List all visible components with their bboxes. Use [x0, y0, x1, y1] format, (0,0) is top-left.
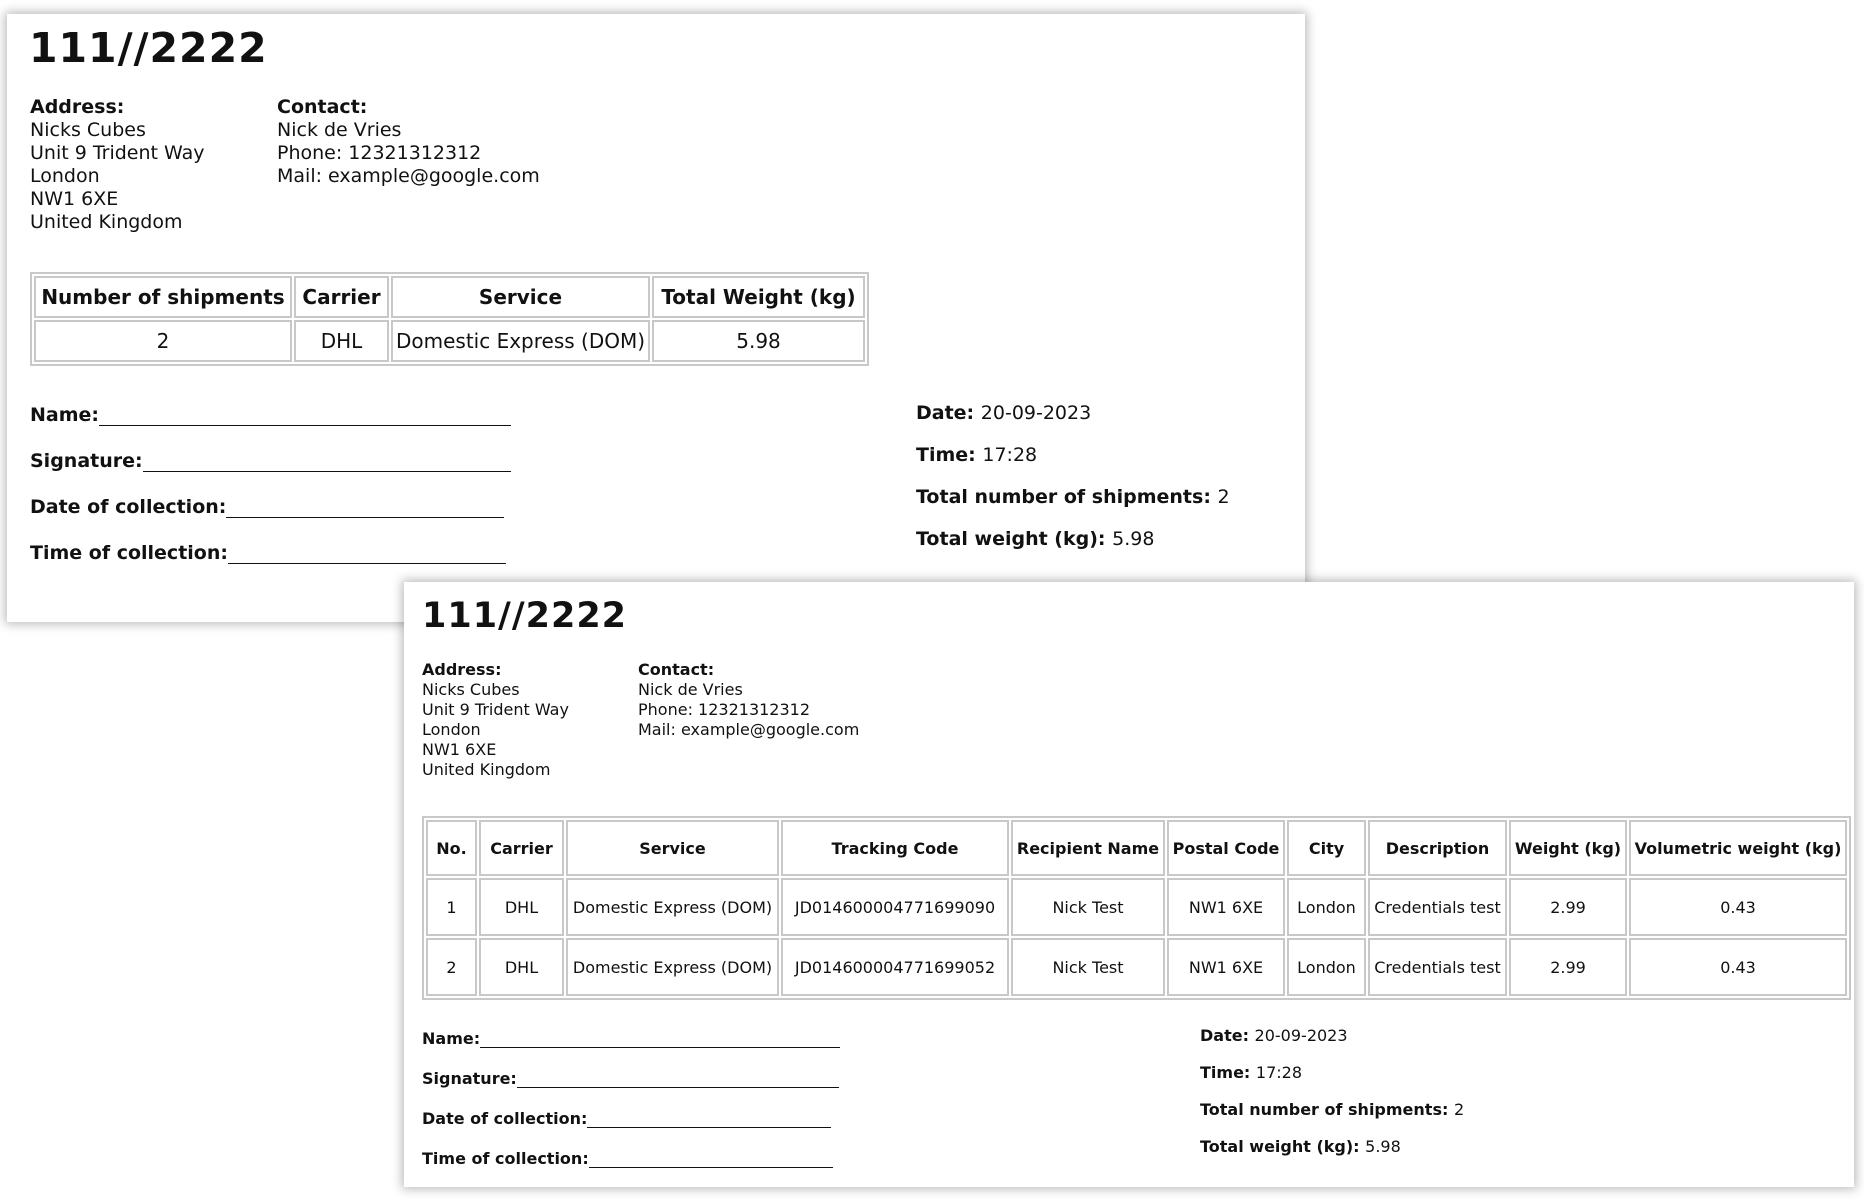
- date-of-collection-label: Date of collection:: [422, 1109, 588, 1128]
- name-field-label: Name:: [422, 1029, 481, 1048]
- column-header: Total Weight (kg): [652, 276, 865, 318]
- table-cell: 5.98: [652, 320, 865, 362]
- table-cell: Domestic Express (DOM): [566, 938, 779, 996]
- date-row: [1200, 1026, 1348, 1048]
- total-shipments-value: 2: [1453, 1100, 1465, 1119]
- table-cell: London: [1287, 938, 1366, 996]
- name-field[interactable]: [422, 1026, 840, 1048]
- shipments-summary-table: [30, 272, 869, 366]
- date-of-collection-field[interactable]: [422, 1106, 831, 1128]
- table-cell: DHL: [479, 878, 564, 936]
- table-cell: 2: [34, 320, 292, 362]
- total-shipments-row: [1200, 1100, 1464, 1122]
- name-field-line[interactable]: [99, 425, 511, 426]
- time-value: 17:28: [982, 444, 1038, 466]
- address-line: Nicks Cubes: [422, 680, 520, 699]
- contact-mail: Mail: example@google.com: [638, 720, 860, 739]
- column-header: City: [1287, 820, 1366, 876]
- table-cell: NW1 6XE: [1167, 938, 1285, 996]
- total-weight-label: Total weight (kg):: [916, 528, 1113, 550]
- signature-field-line[interactable]: [517, 1087, 839, 1088]
- column-header: Postal Code: [1167, 820, 1285, 876]
- table-cell: 2.99: [1509, 878, 1627, 936]
- date-label: Date:: [1200, 1026, 1255, 1045]
- signature-field[interactable]: [30, 448, 511, 472]
- address-line: NW1 6XE: [422, 740, 497, 759]
- column-header: Tracking Code: [781, 820, 1009, 876]
- time-label: Time:: [1200, 1063, 1256, 1082]
- contact-label: Contact:: [277, 96, 368, 118]
- contact-name: Nick de Vries: [638, 680, 743, 699]
- time-row: [1200, 1063, 1302, 1085]
- date-of-collection-line[interactable]: [226, 517, 504, 518]
- column-header: Weight (kg): [1509, 820, 1627, 876]
- column-header: Number of shipments: [34, 276, 292, 318]
- table-cell: Nick Test: [1011, 878, 1165, 936]
- table-cell: JD014600004771699090: [781, 878, 1009, 936]
- column-header: Description: [1368, 820, 1507, 876]
- table-cell: Credentials test: [1368, 878, 1507, 936]
- column-header: Carrier: [294, 276, 389, 318]
- time-of-collection-line[interactable]: [589, 1167, 833, 1168]
- address-block: [422, 660, 569, 780]
- time-of-collection-label: Time of collection:: [422, 1149, 589, 1168]
- time-row: [916, 444, 1037, 468]
- summary-sheet: [7, 14, 1305, 622]
- signature-field-label: Signature:: [422, 1069, 517, 1088]
- column-header: Volumetric weight (kg): [1629, 820, 1847, 876]
- table-header-row: [34, 276, 865, 318]
- time-of-collection-label: Time of collection:: [30, 542, 228, 564]
- column-header: Service: [391, 276, 650, 318]
- table-cell: DHL: [479, 938, 564, 996]
- time-of-collection-line[interactable]: [228, 563, 506, 564]
- time-of-collection-field[interactable]: [422, 1146, 833, 1168]
- address-line: Unit 9 Trident Way: [30, 142, 205, 164]
- table-cell: Domestic Express (DOM): [391, 320, 650, 362]
- name-field[interactable]: [30, 402, 511, 426]
- contact-phone: Phone: 12321312312: [277, 142, 482, 164]
- table-cell: Domestic Express (DOM): [566, 878, 779, 936]
- name-field-label: Name:: [30, 404, 100, 426]
- column-header: Carrier: [479, 820, 564, 876]
- table-cell: 2: [426, 938, 477, 996]
- total-shipments-label: Total number of shipments:: [916, 486, 1218, 508]
- contact-name: Nick de Vries: [277, 119, 402, 141]
- sheet-title: 111//2222: [29, 24, 268, 72]
- address-line: Unit 9 Trident Way: [422, 700, 569, 719]
- contact-label: Contact:: [638, 660, 715, 679]
- table-cell: 0.43: [1629, 878, 1847, 936]
- date-value: 20-09-2023: [1254, 1026, 1348, 1045]
- table-cell: JD014600004771699052: [781, 938, 1009, 996]
- table-row: [34, 320, 865, 362]
- time-label: Time:: [916, 444, 983, 466]
- table-cell: Credentials test: [1368, 938, 1507, 996]
- address-line: United Kingdom: [30, 211, 183, 233]
- address-label: Address:: [30, 96, 125, 118]
- contact-mail: Mail: example@google.com: [277, 165, 540, 187]
- date-of-collection-field[interactable]: [30, 494, 504, 518]
- date-label: Date:: [916, 402, 981, 424]
- table-row: [426, 938, 1847, 996]
- address-line: London: [422, 720, 481, 739]
- table-cell: DHL: [294, 320, 389, 362]
- address-line: NW1 6XE: [30, 188, 119, 210]
- sheet-title: 111//2222: [422, 596, 628, 636]
- contact-block: [277, 96, 540, 188]
- table-cell: NW1 6XE: [1167, 878, 1285, 936]
- total-shipments-row: [916, 486, 1230, 510]
- detail-sheet: [404, 582, 1854, 1187]
- date-row: [916, 402, 1091, 426]
- signature-field-line[interactable]: [143, 471, 511, 472]
- total-shipments-value: 2: [1217, 486, 1230, 508]
- total-shipments-label: Total number of shipments:: [1200, 1100, 1454, 1119]
- date-of-collection-label: Date of collection:: [30, 496, 227, 518]
- name-field-line[interactable]: [480, 1047, 840, 1048]
- table-header-row: [426, 820, 1847, 876]
- signature-field[interactable]: [422, 1066, 839, 1088]
- total-weight-label: Total weight (kg):: [1200, 1137, 1366, 1156]
- table-cell: 2.99: [1509, 938, 1627, 996]
- date-of-collection-line[interactable]: [587, 1127, 831, 1128]
- total-weight-row: [1200, 1137, 1401, 1159]
- time-of-collection-field[interactable]: [30, 540, 506, 564]
- column-header: Service: [566, 820, 779, 876]
- column-header: Recipient Name: [1011, 820, 1165, 876]
- table-cell: 0.43: [1629, 938, 1847, 996]
- total-weight-value: 5.98: [1112, 528, 1155, 550]
- shipments-detail-table: [422, 816, 1851, 1000]
- signature-field-label: Signature:: [30, 450, 143, 472]
- address-label: Address:: [422, 660, 502, 679]
- address-line: United Kingdom: [422, 760, 551, 779]
- table-cell: Nick Test: [1011, 938, 1165, 996]
- contact-block: [638, 660, 859, 740]
- total-weight-row: [916, 528, 1154, 552]
- table-cell: 1: [426, 878, 477, 936]
- date-value: 20-09-2023: [980, 402, 1092, 424]
- address-block: [30, 96, 205, 234]
- address-line: Nicks Cubes: [30, 119, 146, 141]
- address-line: London: [30, 165, 100, 187]
- table-row: [426, 878, 1847, 936]
- time-value: 17:28: [1255, 1063, 1302, 1082]
- total-weight-value: 5.98: [1365, 1137, 1401, 1156]
- column-header: No.: [426, 820, 477, 876]
- contact-phone: Phone: 12321312312: [638, 700, 811, 719]
- table-cell: London: [1287, 878, 1366, 936]
